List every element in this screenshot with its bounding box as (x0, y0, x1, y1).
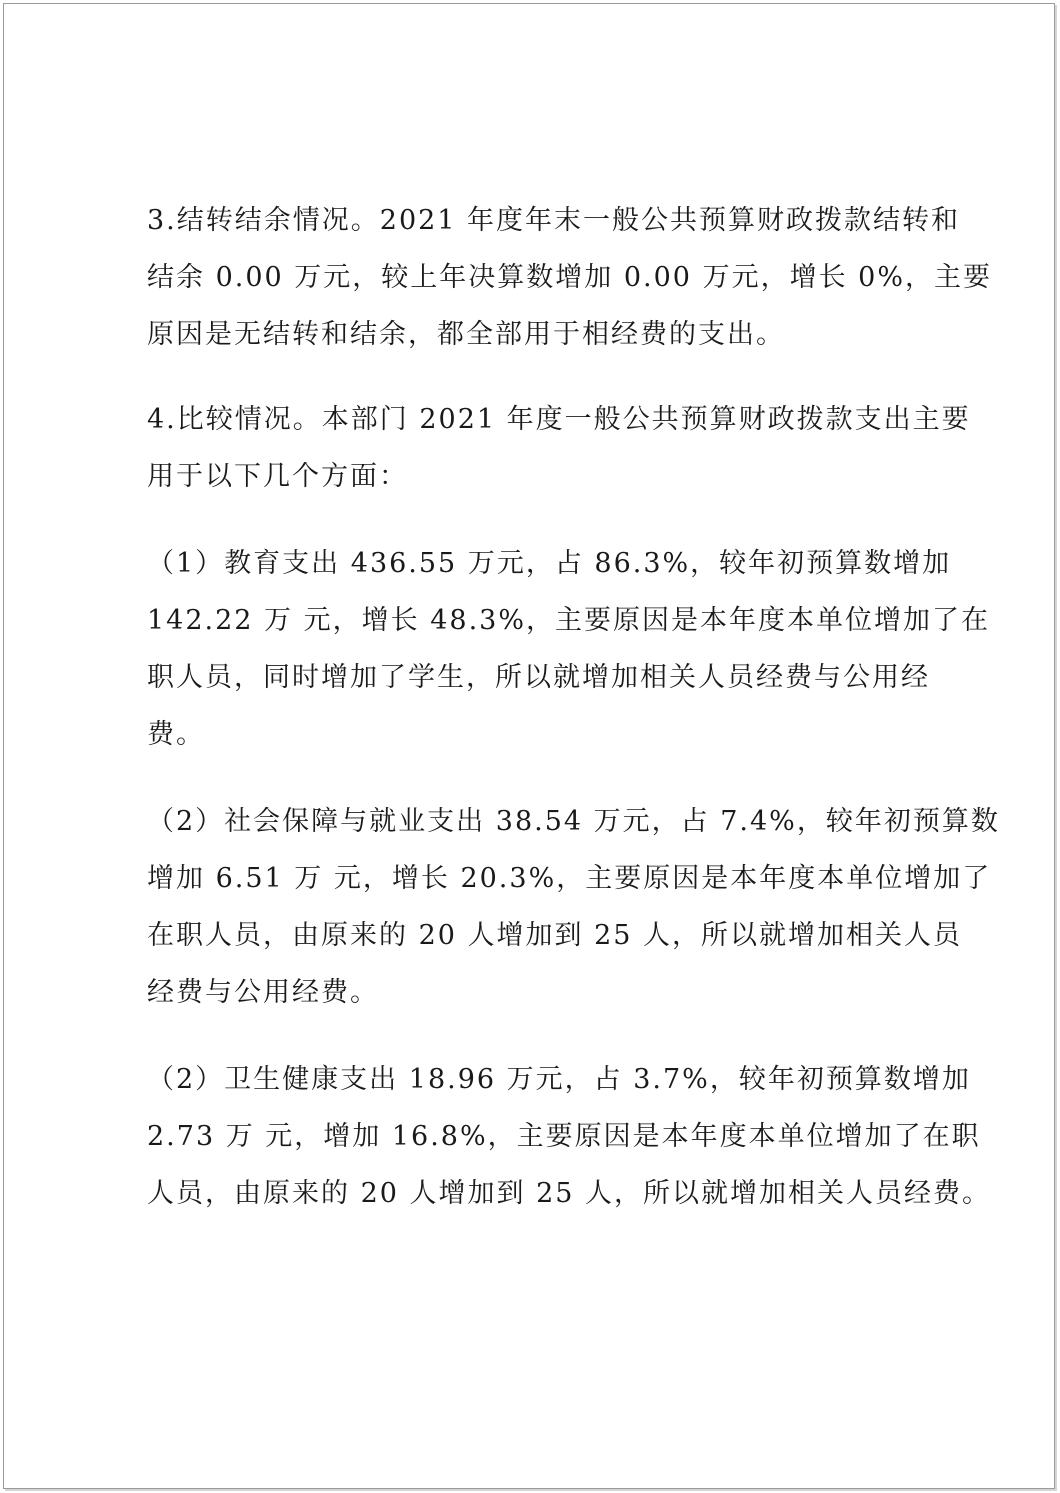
text-line: （2）卫生健康支出 18.96 万元，占 3.7%，较年初预算数增加 (147, 1064, 971, 1095)
text-line: 结余 0.00 万元，较上年决算数增加 0.00 万元，增长 0%，主要 (147, 262, 992, 293)
text-line: 人员，由原来的 20 人增加到 25 人，所以就增加相关人员经费。 (147, 1178, 992, 1209)
text-line: 经费与公用经费。 (147, 977, 379, 1008)
paragraph-social-security (147, 793, 1000, 1021)
text-line: 2.73 万 元，增加 16.8%，主要原因是本年度本单位增加了在职 (147, 1121, 981, 1152)
text-line: 用于以下几个方面： (147, 461, 408, 492)
paragraph-carryover (147, 192, 992, 363)
paragraph-education (147, 535, 990, 763)
text-line: 在职人员，由原来的 20 人增加到 25 人，所以就增加相关人员 (147, 920, 963, 951)
text-line: 原因是无结转和结余，都全部用于相经费的支出。 (147, 319, 785, 350)
document-body (147, 192, 1000, 1222)
text-line: 费。 (147, 719, 205, 750)
text-line: 142.22 万 元，增长 48.3%，主要原因是本年度本单位增加了在 (147, 605, 990, 636)
paragraph-comparison (147, 391, 971, 505)
text-line: 4.比较情况。本部门 2021 年度一般公共预算财政拨款支出主要 (147, 404, 971, 435)
document-page (3, 3, 1055, 1489)
text-line: 3.结转结余情况。2021 年度年末一般公共预算财政拨款结转和 (147, 205, 961, 236)
text-line: 增加 6.51 万 元，增长 20.3%，主要原因是本年度本单位增加了 (147, 863, 992, 894)
text-line: 职人员，同时增加了学生，所以就增加相关人员经费与公用经 (147, 662, 930, 693)
text-line: （1）教育支出 436.55 万元，占 86.3%，较年初预算数增加 (147, 548, 952, 579)
text-line: （2）社会保障与就业支出 38.54 万元，占 7.4%，较年初预算数 (147, 806, 1000, 837)
paragraph-health (147, 1051, 992, 1222)
